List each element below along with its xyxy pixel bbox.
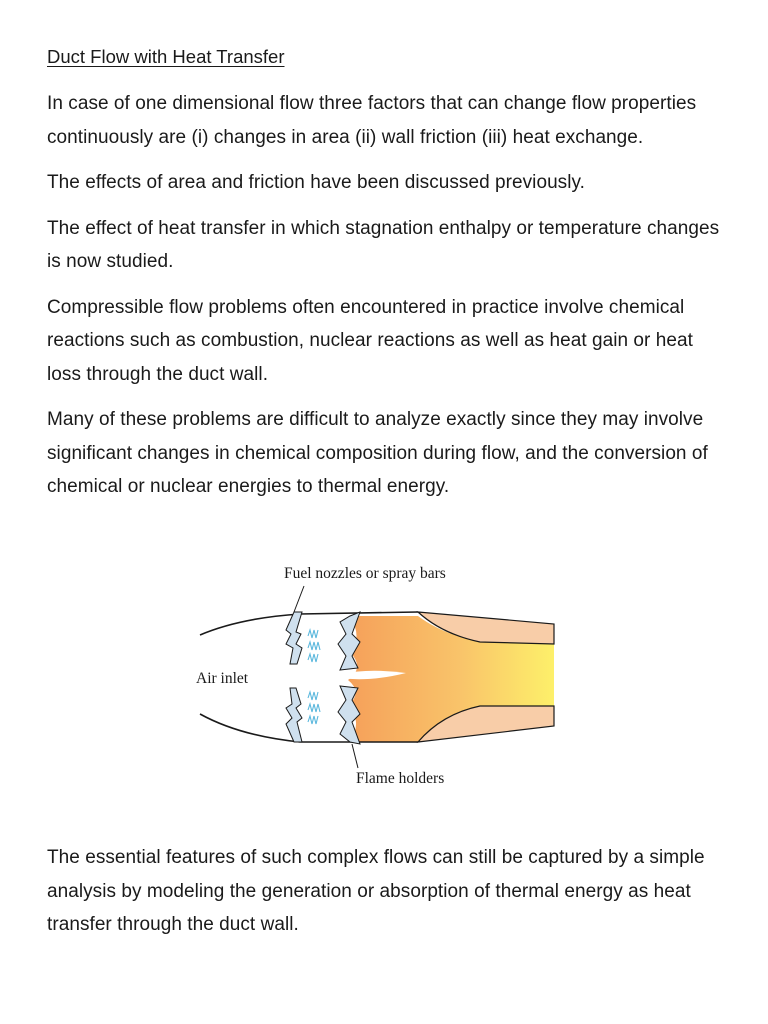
fuel-nozzles-label: Fuel nozzles or spray bars [284, 565, 446, 582]
closing-section [47, 841, 727, 954]
document-body [47, 40, 727, 516]
combustor-diagram [180, 556, 580, 796]
paragraph-closing: The essential features of such complex flows can still be captured by a simple analysis by modeling the generation or absorption of thermal energy as heat transfer through the duct wall. [47, 847, 705, 935]
paragraph-2: The effects of area and friction have been discussed previously. [47, 172, 585, 193]
fuel-spray [308, 630, 320, 724]
page-title: Duct Flow with Heat Transfer [47, 46, 285, 67]
paragraph-4: Compressible flow problems often encountered in practice involve chemical reactions such as combustion, nuclear reactions as well as heat gain or heat loss through the duct wall. [47, 296, 693, 385]
air-inlet-label: Air inlet [196, 670, 249, 687]
paragraph-3: The effect of heat transfer in which stagnation enthalpy or temperature changes is now studied. [47, 217, 720, 272]
flame-leader-line [352, 744, 358, 768]
fuel-leader-line [294, 586, 304, 612]
paragraph-1: In case of one dimensional flow three factors that can change flow properties continuously are (i) changes in area (ii) wall friction (iii) heat exchange. [47, 93, 697, 148]
spray-bar-upper [286, 612, 302, 664]
paragraph-5: Many of these problems are difficult to analyze exactly since they may involve significant changes in chemical composition during flow, and the conversion of chemical or nuclear energies to thermal energy. [47, 409, 708, 497]
flame-holders-label: Flame holders [356, 770, 445, 787]
spray-bar-lower [286, 688, 302, 742]
